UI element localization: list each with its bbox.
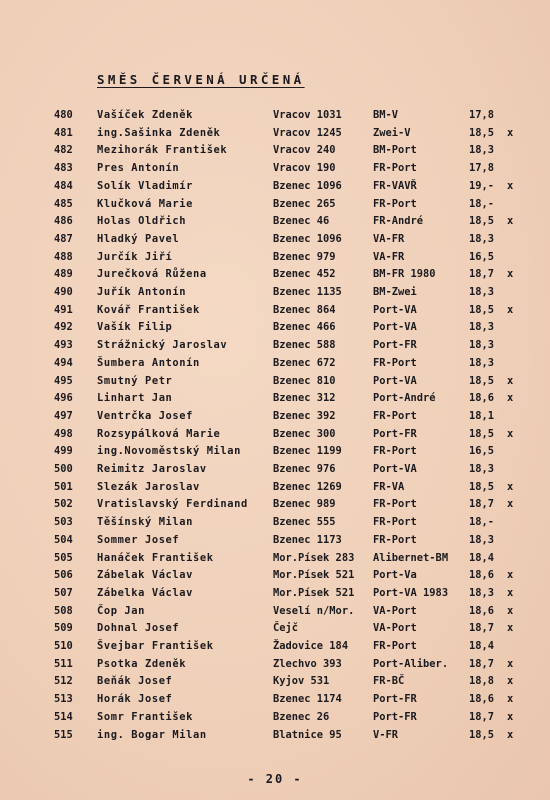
sugar-value: 18,7: [469, 710, 495, 723]
sugar-value: 16,5: [469, 445, 495, 458]
table-row: [0, 426, 550, 444]
sugar-value: 18,3: [469, 232, 495, 245]
entry-number: 485: [54, 197, 73, 210]
sugar-value: 18,6: [469, 569, 495, 582]
address: Žadovice 184: [273, 640, 349, 652]
sugar-value: 18,5: [469, 126, 495, 139]
entry-number: 487: [54, 232, 73, 245]
grower-name: Linhart Jan: [97, 392, 173, 405]
table-row: [0, 638, 550, 656]
sugar-value: 18,6: [469, 604, 495, 617]
grower-name: Hanáček František: [97, 551, 214, 564]
grower-name: ing.Novoměstský Milan: [97, 445, 241, 458]
sugar-value: 18,5: [469, 303, 495, 316]
mark-x: x: [507, 604, 514, 617]
variety-combination: Port-FR: [373, 427, 417, 440]
variety-combination: Port-FR: [373, 693, 417, 706]
variety-combination: FR-Port: [373, 445, 417, 458]
address: Bzenec 588: [273, 339, 336, 352]
variety-combination: FR-Port: [373, 516, 417, 529]
address: Bzenec 265: [273, 197, 336, 210]
entry-number: 515: [54, 728, 73, 741]
address: Bzenec 672: [273, 356, 336, 369]
mark-x: x: [507, 303, 514, 316]
variety-combination: FR-BČ: [373, 675, 405, 688]
table-row: [0, 231, 550, 249]
grower-name: ing. Bogar Milan: [97, 728, 207, 741]
grower-name: Sommer Josef: [97, 533, 180, 546]
mark-x: x: [507, 710, 514, 723]
address: Bzenec 989: [273, 498, 336, 511]
address: Bzenec 46: [273, 215, 330, 228]
variety-combination: Port-André: [373, 392, 436, 405]
entry-number: 484: [54, 179, 73, 192]
entry-number: 499: [54, 445, 73, 458]
entry-number: 489: [54, 268, 73, 281]
table-row: [0, 673, 550, 691]
variety-combination: BM-Port: [373, 144, 417, 157]
table-row: [0, 443, 550, 461]
variety-combination: V-FR: [373, 728, 399, 741]
sugar-value: 18,5: [469, 728, 495, 741]
table-row: [0, 603, 550, 621]
table-row: [0, 691, 550, 709]
sugar-value: 18,8: [469, 675, 495, 688]
entry-number: 480: [54, 109, 73, 121]
entry-number: 501: [54, 480, 73, 493]
mark-x: x: [507, 498, 514, 511]
address: Bzenec 864: [273, 303, 336, 316]
sugar-value: 18,3: [469, 586, 495, 599]
table-row: [0, 125, 550, 143]
address: Vracov 1245: [273, 126, 342, 139]
grower-name: Jurčík Jiří: [97, 250, 173, 263]
table-row: [0, 479, 550, 497]
entry-number: 507: [54, 586, 73, 599]
table-row: [0, 514, 550, 532]
address: Bzenec 1269: [273, 480, 342, 493]
mark-x: x: [507, 215, 514, 228]
variety-combination: BM-FR 1980: [373, 268, 436, 281]
page-number: - 20 -: [247, 772, 303, 786]
entry-number: 498: [54, 427, 73, 440]
grower-name: Hladký Pavel: [97, 232, 180, 245]
variety-combination: FR-Port: [373, 409, 417, 422]
variety-combination: Port-Aliber.: [373, 657, 449, 670]
table-row: [0, 107, 550, 125]
variety-combination: FR-Port: [373, 533, 417, 546]
variety-combination: FR-Port: [373, 162, 417, 175]
grower-name: Holas Oldřich: [97, 215, 187, 228]
grower-name: Vašíček Zdeněk: [97, 109, 193, 121]
table-row: [0, 213, 550, 231]
variety-combination: FR-Port: [373, 498, 417, 511]
grower-name: Dohnal Josef: [97, 622, 180, 635]
sugar-value: 18,4: [469, 551, 495, 564]
address: Blatnice 95: [273, 728, 342, 741]
address: Bzenec 1135: [273, 286, 342, 298]
entry-number: 505: [54, 551, 73, 564]
sugar-value: 18,3: [469, 356, 495, 369]
table-row: [0, 656, 550, 674]
address: Veselí n/Mor.: [273, 604, 355, 617]
variety-combination: FR-VAVŘ: [373, 179, 417, 192]
sugar-value: 18,6: [469, 693, 495, 706]
page-title: SMĚS ČERVENÁ URČENÁ: [97, 72, 305, 87]
sugar-value: 18,-: [469, 516, 495, 529]
address: Mor.Písek 521: [273, 569, 355, 582]
sugar-value: 18,7: [469, 622, 495, 635]
grower-name: Mezihorák František: [97, 144, 228, 157]
sugar-value: 18,4: [469, 640, 495, 652]
variety-combination: BM-V: [373, 109, 399, 121]
sugar-value: 18,3: [469, 144, 495, 157]
table-row: [0, 319, 550, 337]
address: Bzenec 392: [273, 409, 336, 422]
table-row: [0, 142, 550, 160]
entry-number: 482: [54, 144, 73, 157]
entry-number: 514: [54, 710, 73, 723]
table-row: [0, 390, 550, 408]
table-row: [0, 496, 550, 514]
entry-number: 486: [54, 215, 73, 228]
variety-combination: FR-Port: [373, 197, 417, 210]
address: Bzenec 452: [273, 268, 336, 281]
table-row: [0, 373, 550, 391]
address: Bzenec 300: [273, 427, 336, 440]
entry-number: 488: [54, 250, 73, 263]
variety-combination: BM-Zwei: [373, 286, 417, 298]
variety-combination: FR-André: [373, 215, 424, 228]
address: Bzenec 26: [273, 710, 330, 723]
grower-name: Kovář František: [97, 303, 200, 316]
table-row: [0, 550, 550, 568]
table-row: [0, 249, 550, 267]
sugar-value: 18,5: [469, 215, 495, 228]
variety-combination: Port-VA: [373, 321, 417, 334]
entry-number: 506: [54, 569, 73, 582]
grower-name: Klučková Marie: [97, 197, 193, 210]
mark-x: x: [507, 657, 514, 670]
grower-name: Pres Antonín: [97, 162, 180, 175]
address: Bzenec 1173: [273, 533, 342, 546]
address: Bzenec 976: [273, 463, 336, 475]
address: Bzenec 1096: [273, 232, 342, 245]
entry-number: 504: [54, 533, 73, 546]
table-row: [0, 620, 550, 638]
entry-number: 495: [54, 374, 73, 387]
grower-name: Horák Josef: [97, 693, 173, 706]
sugar-value: 18,7: [469, 657, 495, 670]
entry-number: 492: [54, 321, 73, 334]
variety-combination: Zwei-V: [373, 126, 411, 139]
grower-name: Vašík Filip: [97, 321, 173, 334]
table-row: [0, 408, 550, 426]
table-row: [0, 355, 550, 373]
address: Bzenec 466: [273, 321, 336, 334]
variety-combination: FR-Port: [373, 640, 417, 652]
entry-number: 502: [54, 498, 73, 511]
sugar-value: 18,3: [469, 463, 495, 475]
entry-number: 509: [54, 622, 73, 635]
sugar-value: 18,3: [469, 321, 495, 334]
sugar-value: 18,6: [469, 392, 495, 405]
address: Bzenec 312: [273, 392, 336, 405]
sugar-value: 18,5: [469, 374, 495, 387]
entry-number: 512: [54, 675, 73, 688]
table-row: [0, 532, 550, 550]
grower-name: Reimitz Jaroslav: [97, 463, 207, 475]
variety-combination: Alibernet-BM: [373, 551, 449, 564]
grower-name: ing.Sašinka Zdeněk: [97, 126, 221, 139]
sugar-value: 18,7: [469, 498, 495, 511]
sugar-value: 17,8: [469, 109, 495, 121]
table-row: [0, 567, 550, 585]
mark-x: x: [507, 268, 514, 281]
entry-number: 481: [54, 126, 73, 139]
address: Bzenec 555: [273, 516, 336, 529]
grower-name: Smutný Petr: [97, 374, 173, 387]
grower-name: Vratislavský Ferdinand: [97, 498, 248, 511]
variety-combination: Port-VA: [373, 303, 417, 316]
grower-name: Zábelka Václav: [97, 586, 193, 599]
sugar-value: 17,8: [469, 162, 495, 175]
grower-name: Slezák Jaroslav: [97, 480, 200, 493]
address: Bzenec 810: [273, 374, 336, 387]
entry-number: 490: [54, 286, 73, 298]
sugar-value: 18,1: [469, 409, 495, 422]
address: Vracov 240: [273, 144, 336, 157]
variety-combination: VA-Port: [373, 604, 417, 617]
entry-number: 508: [54, 604, 73, 617]
mark-x: x: [507, 480, 514, 493]
variety-combination: Port-VA 1983: [373, 586, 449, 599]
address: Bzenec 1174: [273, 693, 342, 706]
grower-name: Čop Jan: [97, 604, 145, 617]
variety-combination: VA-FR: [373, 250, 405, 263]
grower-name: Rozsypálková Marie: [97, 427, 221, 440]
entry-number: 496: [54, 392, 73, 405]
address: Mor.Písek 521: [273, 586, 355, 599]
variety-combination: FR-Port: [373, 356, 417, 369]
mark-x: x: [507, 622, 514, 635]
grower-name: Zábelak Václav: [97, 569, 193, 582]
address: Kyjov 531: [273, 675, 330, 688]
table-row: [0, 709, 550, 727]
entry-number: 483: [54, 162, 73, 175]
grower-name: Solík Vladimír: [97, 179, 193, 192]
address: Zlechvo 393: [273, 657, 342, 670]
entry-number: 511: [54, 657, 73, 670]
mark-x: x: [507, 427, 514, 440]
entry-number: 500: [54, 463, 73, 475]
address: Bzenec 1096: [273, 179, 342, 192]
sugar-value: 18,7: [469, 268, 495, 281]
table-row: [0, 461, 550, 479]
address: Mor.Písek 283: [273, 551, 355, 564]
grower-name: Somr František: [97, 710, 193, 723]
variety-combination: Port-VA: [373, 463, 417, 475]
mark-x: x: [507, 392, 514, 405]
grower-name: Jurečková Růžena: [97, 268, 207, 281]
mark-x: x: [507, 126, 514, 139]
entry-number: 510: [54, 640, 73, 652]
table-row: [0, 160, 550, 178]
variety-combination: VA-Port: [373, 622, 417, 635]
sugar-value: 18,3: [469, 533, 495, 546]
variety-combination: FR-VA: [373, 480, 405, 493]
variety-combination: Port-FR: [373, 710, 417, 723]
entry-number: 491: [54, 303, 73, 316]
mark-x: x: [507, 693, 514, 706]
sugar-value: 19,-: [469, 179, 495, 192]
entry-number: 513: [54, 693, 73, 706]
mark-x: x: [507, 569, 514, 582]
table-row: [0, 266, 550, 284]
grower-name: Beňák Josef: [97, 675, 173, 688]
variety-combination: Port-FR: [373, 339, 417, 352]
grower-name: Těšínský Milan: [97, 516, 193, 529]
grower-name: Juřík Antonín: [97, 286, 187, 298]
address: Bzenec 1199: [273, 445, 342, 458]
mark-x: x: [507, 374, 514, 387]
address: Bzenec 979: [273, 250, 336, 263]
entry-number: 493: [54, 339, 73, 352]
sugar-value: 18,5: [469, 427, 495, 440]
grower-name: Psotka Zdeněk: [97, 657, 187, 670]
grower-name: Šumbera Antonín: [97, 356, 200, 369]
entry-number: 497: [54, 409, 73, 422]
entry-number: 503: [54, 516, 73, 529]
entry-number: 494: [54, 356, 73, 369]
table-row: [0, 585, 550, 603]
grower-name: Ventrčka Josef: [97, 409, 193, 422]
mark-x: x: [507, 675, 514, 688]
address: Vracov 1031: [273, 109, 342, 121]
table-row: [0, 284, 550, 302]
variety-combination: Port-Va: [373, 569, 417, 582]
sugar-value: 16,5: [469, 250, 495, 263]
sugar-value: 18,3: [469, 286, 495, 298]
grower-name: Švejbar František: [97, 640, 214, 652]
mark-x: x: [507, 179, 514, 192]
table-row: [0, 196, 550, 214]
mark-x: x: [507, 728, 514, 741]
sugar-value: 18,-: [469, 197, 495, 210]
sugar-value: 18,5: [469, 480, 495, 493]
table-row: [0, 337, 550, 355]
table-row: [0, 727, 550, 745]
sugar-value: 18,3: [469, 339, 495, 352]
grower-name: Strážnický Jaroslav: [97, 339, 228, 352]
variety-combination: VA-FR: [373, 232, 405, 245]
mark-x: x: [507, 586, 514, 599]
variety-combination: Port-VA: [373, 374, 417, 387]
address: Čejč: [273, 622, 299, 635]
table-row: [0, 302, 550, 320]
table-row: [0, 178, 550, 196]
address: Vracov 190: [273, 162, 336, 175]
